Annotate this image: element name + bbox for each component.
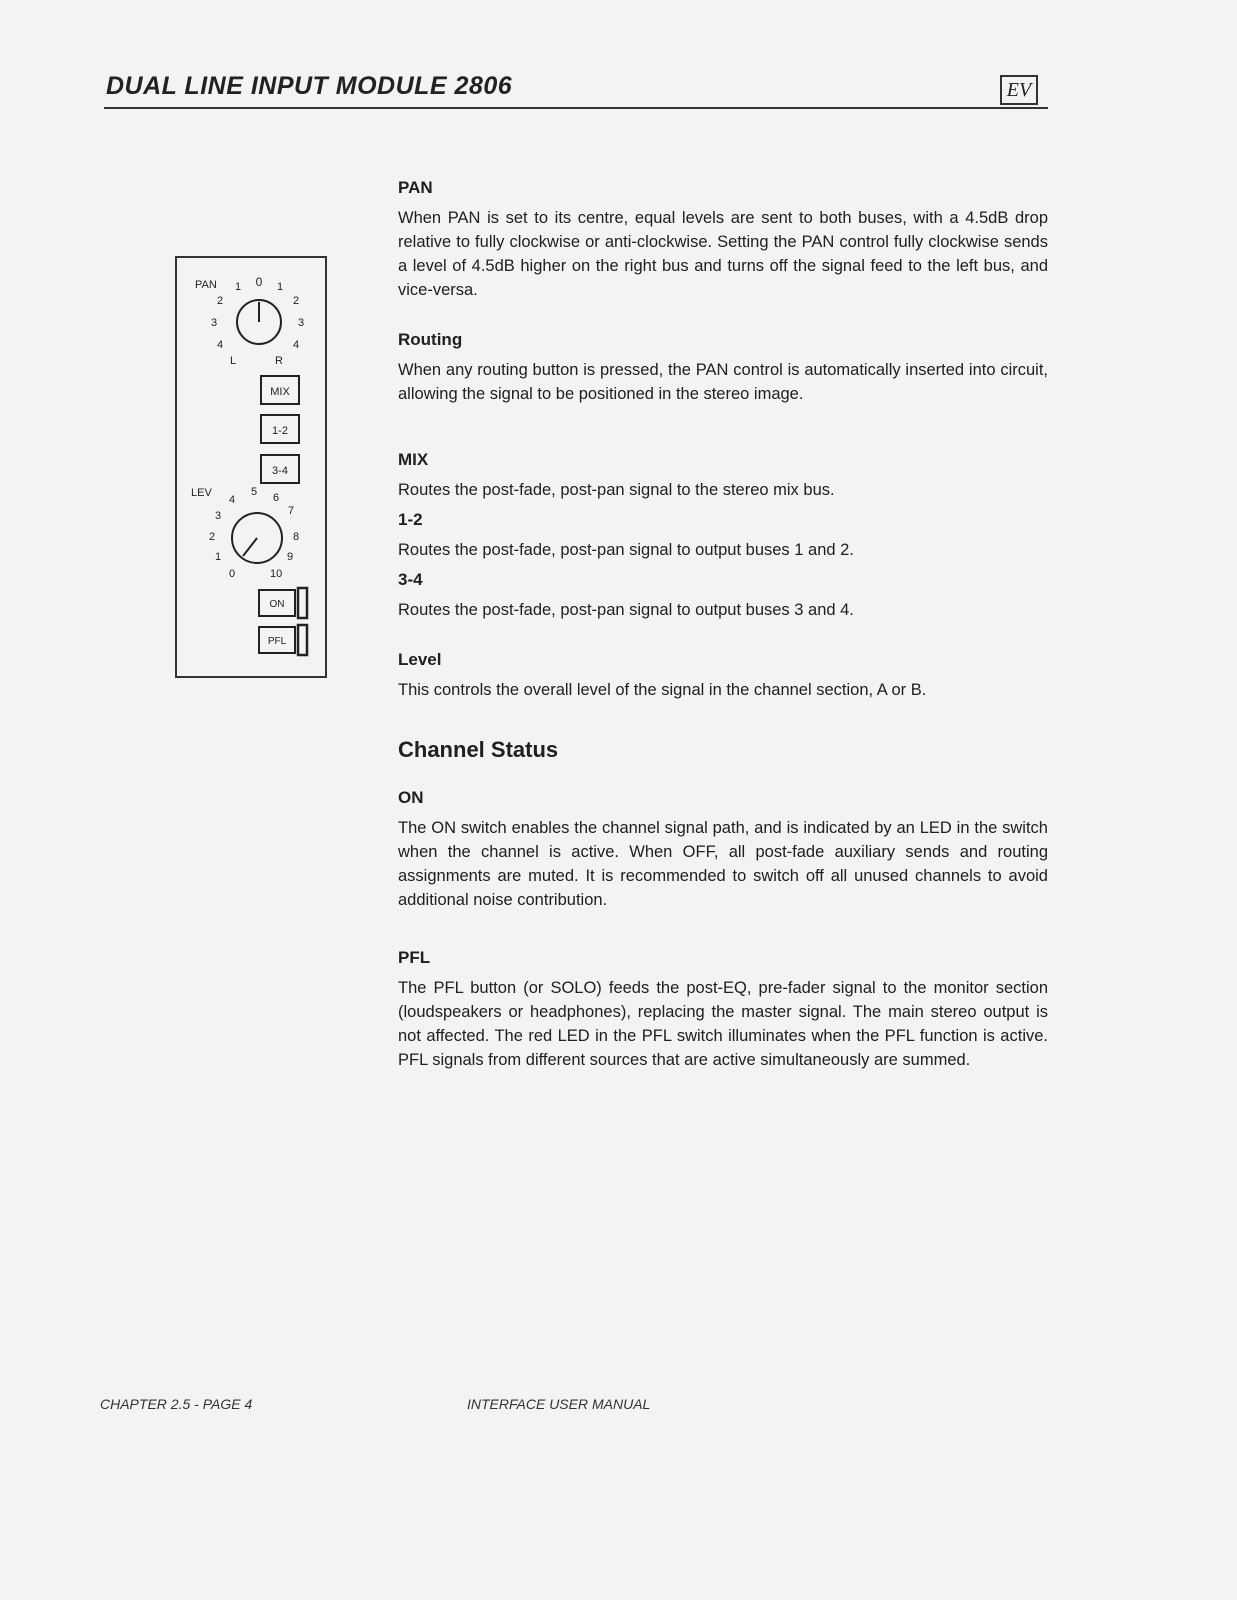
lev-tick-6: 6 [273,492,280,504]
lev-knob-label: LEV [191,487,212,499]
pan-tick-left-1: 1 [235,281,242,293]
lev-knob-pointer [243,538,257,556]
channel-strip-diagram [175,256,327,678]
section-pan [398,176,1048,302]
lev-tick-9: 9 [287,551,294,563]
text-level: This controls the overall level of the signal in the channel section, A or B. [398,681,927,699]
pan-right-end: R [275,355,283,367]
lev-tick-4: 4 [229,494,236,506]
text-mix: Routes the post-fade, post-pan signal to the stereo mix bus. [398,481,835,499]
footer-chapter-page: CHAPTER 2.5 - PAGE 4 [100,1396,253,1412]
section-channel-status [398,738,1048,762]
lev-tick-2: 2 [209,531,216,543]
bus-3-4-button-label: 3-4 [272,465,288,477]
heading-channel-status: Channel Status [398,737,559,762]
section-1-2 [398,508,1048,562]
pan-knob-label: PAN [195,279,217,291]
pan-tick-center: 0 [255,275,263,289]
lev-tick-5: 5 [251,486,258,498]
pan-tick-right-2: 2 [293,295,300,307]
pan-tick-left-2: 2 [217,295,224,307]
text-on: The ON switch enables the channel signal path, and is indicated by an LED in the switch when the channel is active. When OFF, all post-fade auxiliary sends and routing assignments are muted. It is recommended to switch off all unused channels to avoid additional noise contribution. [398,819,1048,909]
ev-logo: EV [1000,75,1038,105]
section-on [398,786,1048,912]
header-rule [104,107,1048,109]
lev-tick-3: 3 [215,510,222,522]
heading-level: Level [398,650,442,669]
mix-button-label: MIX [270,386,290,398]
heading-mix: MIX [398,450,429,469]
on-switch-label: ON [269,599,285,610]
on-switch-led [298,588,307,618]
pfl-switch-led [298,625,307,655]
heading-on: ON [398,788,424,807]
lev-tick-7: 7 [288,505,295,517]
heading-pfl: PFL [398,948,431,967]
section-routing [398,328,1048,406]
lev-tick-0: 0 [229,568,236,580]
pfl-switch-label: PFL [267,636,287,647]
pan-left-end: L [230,355,237,367]
pan-tick-left-3: 3 [211,317,218,329]
pan-tick-right-1: 1 [277,281,284,293]
heading-3-4: 3-4 [398,570,423,589]
heading-1-2: 1-2 [398,510,423,529]
lev-tick-8: 8 [293,531,300,543]
bus-1-2-button-label: 1-2 [272,425,288,437]
section-mix [398,448,1048,502]
text-3-4: Routes the post-fade, post-pan signal to output buses 3 and 4. [398,601,854,619]
text-pan: When PAN is set to its centre, equal levels are sent to both buses, with a 4.5dB drop relative to fully clockwise or anti-clockwise. Setting the PAN control fully clockwise sends a level of 4.5dB higher on the right bus and turns off the signal feed to the left bus, and vice-versa. [398,209,1048,299]
footer-manual-title: INTERFACE USER MANUAL [467,1396,651,1412]
lev-tick-1: 1 [215,551,222,563]
section-3-4 [398,568,1048,622]
text-pfl: The PFL button (or SOLO) feeds the post-EQ, pre-fader signal to the monitor section (loudspeakers or headphones), replacing the master signal. The main stereo output is not affected. The red LED in the PFL switch illuminates when the PFL function is active. PFL signals from different sources that are active simultaneously are summed. [398,979,1048,1069]
section-pfl [398,946,1048,1072]
pan-tick-right-4: 4 [293,339,300,351]
section-level [398,648,1048,702]
content-column [398,176,1048,1072]
heading-pan: PAN [398,178,433,197]
text-1-2: Routes the post-fade, post-pan signal to output buses 1 and 2. [398,541,854,559]
page-title: DUAL LINE INPUT MODULE 2806 [106,72,513,100]
pan-tick-right-3: 3 [298,317,305,329]
lev-tick-10: 10 [270,568,283,580]
pan-tick-left-4: 4 [217,339,224,351]
text-routing: When any routing button is pressed, the PAN control is automatically inserted into circuit, allowing the signal to be positioned in the stereo image. [398,361,1048,403]
heading-routing: Routing [398,330,463,349]
